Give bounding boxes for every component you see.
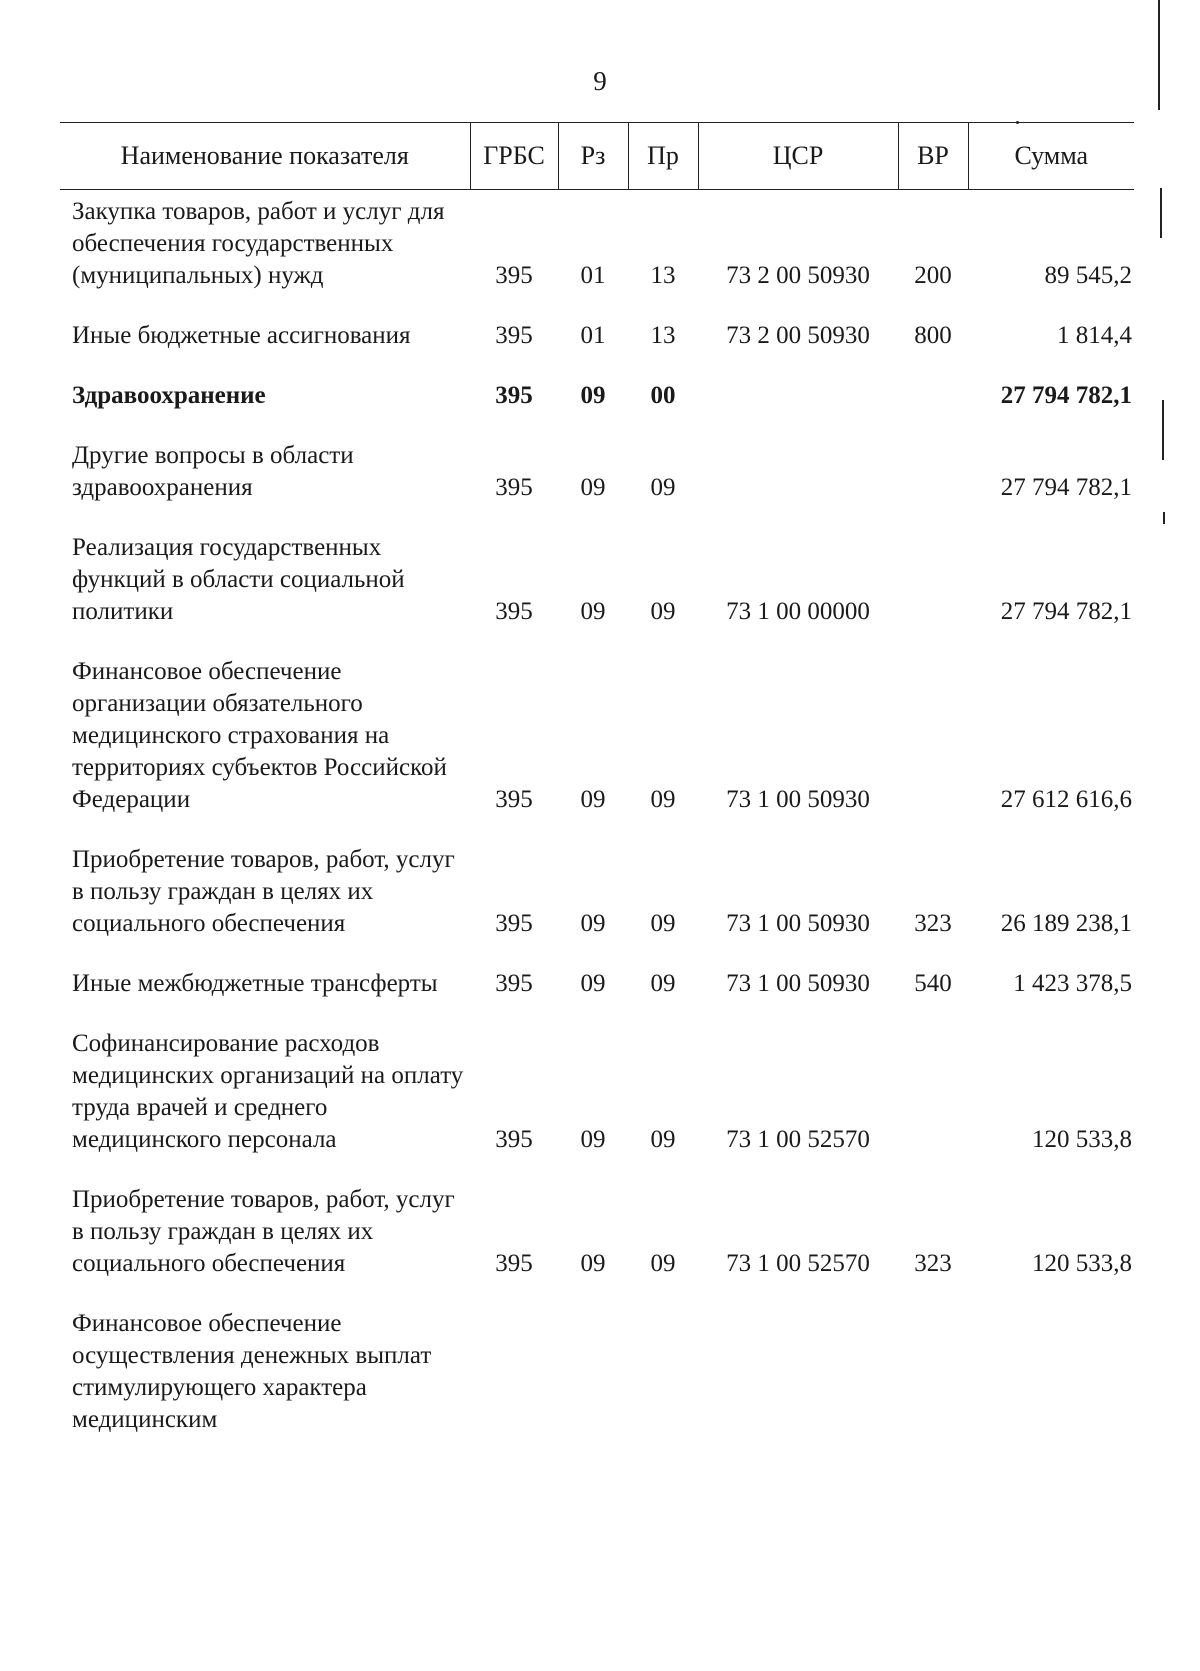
row-rz [558, 1308, 628, 1436]
row-sum: 27 612 616,6 [1000, 786, 1132, 813]
column-header-sum: Сумма [968, 123, 1134, 190]
row-grbs: 395 [495, 1250, 533, 1277]
row-pr: 13 [650, 322, 676, 349]
row-csr: 73 1 00 50930 [726, 786, 870, 813]
page-number: 9 [593, 66, 607, 96]
row-vr [898, 1308, 968, 1436]
row-csr [698, 1308, 898, 1436]
row-name: Здравоохранение [72, 382, 266, 409]
row-sum: 89 545,2 [1044, 262, 1132, 289]
row-sum [968, 1308, 1134, 1436]
table-row [60, 380, 1134, 412]
scan-edge-mark [1158, 0, 1160, 110]
row-pr: 13 [650, 262, 676, 289]
row-rz: 09 [580, 786, 606, 813]
row-rz: 01 [580, 322, 606, 349]
row-rz: 09 [580, 382, 606, 409]
row-vr: 540 [914, 970, 952, 997]
row-pr: 09 [650, 970, 676, 997]
row-name: Финансовое обеспечение осуществления денежных выплат стимулирующего характера медицинским [72, 1310, 432, 1433]
row-grbs: 395 [495, 970, 533, 997]
row-name: Иные бюджетные ассигнования [72, 322, 411, 349]
row-csr: 73 1 00 50930 [726, 910, 870, 937]
table-row [60, 1028, 1134, 1156]
row-vr [898, 1028, 968, 1156]
row-sum: 27 794 782,1 [1000, 382, 1132, 409]
row-sum: 120 533,8 [1032, 1126, 1132, 1153]
row-pr: 09 [650, 1250, 676, 1277]
row-grbs: 395 [495, 598, 533, 625]
row-csr: 73 1 00 00000 [726, 598, 870, 625]
row-vr [898, 380, 968, 412]
row-vr: 323 [914, 1250, 952, 1277]
row-csr: 73 2 00 50930 [726, 322, 870, 349]
row-pr: 09 [650, 786, 676, 813]
row-vr: 323 [914, 910, 952, 937]
table-row [60, 656, 1134, 816]
row-pr: 09 [650, 474, 676, 501]
row-name: Приобретение товаров, работ, услуг в пользу граждан в целях их социального обеспечения [72, 1186, 455, 1277]
table-row [60, 968, 1134, 1000]
row-name: Финансовое обеспечение организации обязательного медицинского страхования на территориях субъектов Российской Федерации [72, 658, 447, 813]
table-row [60, 320, 1134, 352]
row-vr: 800 [914, 322, 952, 349]
row-grbs: 395 [495, 1126, 533, 1153]
row-grbs: 395 [495, 786, 533, 813]
row-grbs: 395 [495, 382, 533, 409]
column-header-grbs: ГРБС [470, 123, 558, 190]
row-rz: 09 [580, 1126, 606, 1153]
column-header-pr: Пр [628, 123, 698, 190]
row-pr: 09 [650, 1126, 676, 1153]
scan-edge-mark [1162, 400, 1164, 460]
row-sum: 120 533,8 [1032, 1250, 1132, 1277]
row-name: Иные межбюджетные трансферты [72, 970, 438, 997]
row-pr: 00 [650, 382, 676, 409]
row-pr [628, 1308, 698, 1436]
row-rz: 09 [580, 474, 606, 501]
row-csr: 73 1 00 50930 [726, 970, 870, 997]
row-rz: 09 [580, 1250, 606, 1277]
row-vr: 200 [914, 262, 952, 289]
row-pr: 09 [650, 910, 676, 937]
row-rz: 09 [580, 910, 606, 937]
scan-edge-mark [1160, 188, 1162, 238]
row-csr: 73 1 00 52570 [726, 1250, 870, 1277]
row-grbs [470, 1308, 558, 1436]
row-csr: 73 2 00 50930 [726, 262, 870, 289]
row-rz: 01 [580, 262, 606, 289]
row-grbs: 395 [495, 322, 533, 349]
table-row [60, 190, 1134, 293]
row-name: Реализация государственных функций в области социальной политики [72, 534, 405, 625]
table-row [60, 532, 1134, 628]
row-sum: 27 794 782,1 [1000, 474, 1132, 501]
row-sum: 1 423 378,5 [1013, 970, 1132, 997]
row-name: Приобретение товаров, работ, услуг в пользу граждан в целях их социального обеспечения [72, 846, 455, 937]
row-name: Софинансирование расходов медицинских организаций на оплату труда врачей и среднего медицинского персонала [72, 1030, 464, 1153]
row-grbs: 395 [495, 910, 533, 937]
row-grbs: 395 [495, 474, 533, 501]
budget-table [60, 122, 1134, 1436]
table-row [60, 1308, 1134, 1436]
column-header-vr: ВР [898, 123, 968, 190]
table-row [60, 844, 1134, 940]
row-sum: 26 189 238,1 [1000, 910, 1132, 937]
scan-edge-mark [1163, 512, 1165, 524]
row-vr [898, 440, 968, 504]
row-vr [898, 532, 968, 628]
row-sum: 1 814,4 [1057, 322, 1132, 349]
row-grbs: 395 [495, 262, 533, 289]
row-vr [898, 656, 968, 816]
row-csr [698, 380, 898, 412]
row-csr: 73 1 00 52570 [726, 1126, 870, 1153]
row-rz: 09 [580, 970, 606, 997]
table-row [60, 1184, 1134, 1280]
table-row [60, 440, 1134, 504]
row-rz: 09 [580, 598, 606, 625]
column-header-rz: Рз [558, 123, 628, 190]
table-header-row [60, 123, 1134, 190]
row-pr: 09 [650, 598, 676, 625]
row-name: Другие вопросы в области здравоохранения [72, 442, 354, 501]
column-header-name: Наименование показателя [60, 123, 470, 190]
column-header-csr: ЦСР [698, 123, 898, 190]
row-sum: 27 794 782,1 [1000, 598, 1132, 625]
row-name: Закупка товаров, работ и услуг для обеспечения государственных (муниципальных) нужд [72, 198, 445, 289]
row-csr [698, 440, 898, 504]
